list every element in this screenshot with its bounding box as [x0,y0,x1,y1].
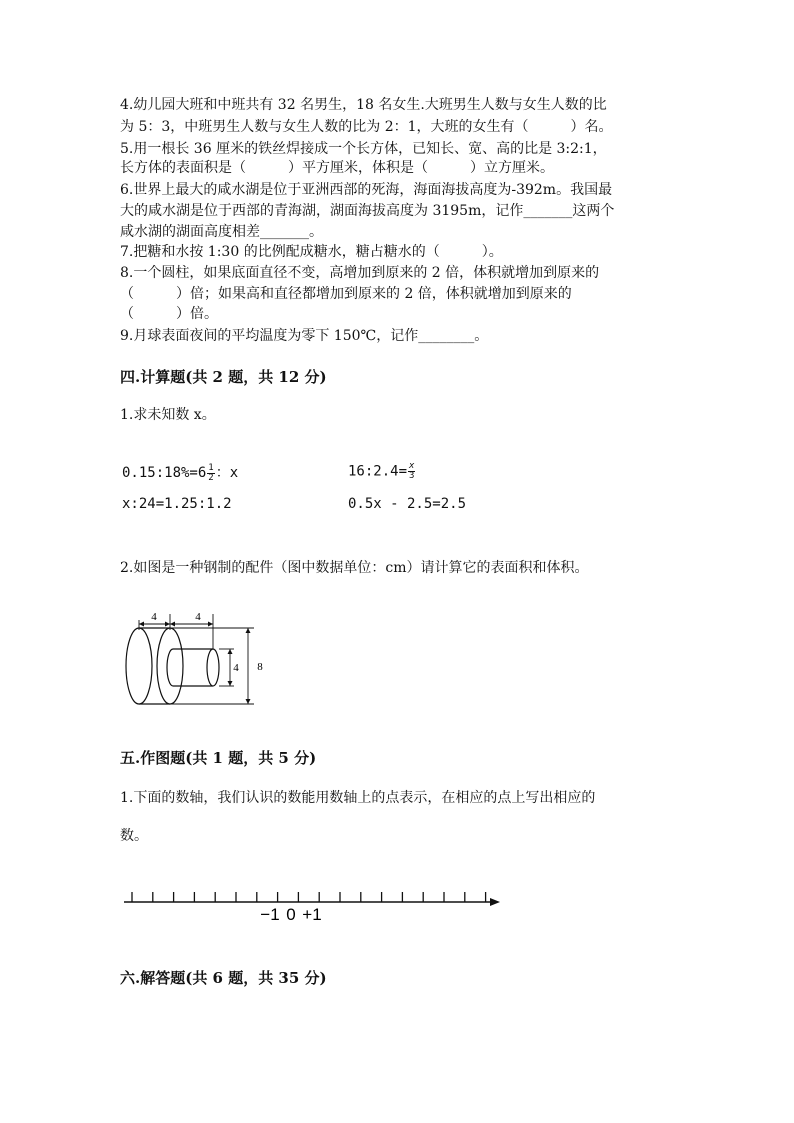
equation-1-right: ：x [215,465,239,481]
question-6-line-1: 6.世界上最大的咸水湖是位于亚洲西部的死海，海面海拔高度为-392m。我国最 [120,182,613,198]
section6-heading: 六.解答题(共 6 题，共 35 分) [120,969,327,987]
section4-question-2: 2.如图是一种钢制的配件（图中数据单位：cm）请计算它的表面积和体积。 [120,560,589,576]
question-8-line-1: 8.一个圆柱，如果底面直径不变，高增加到原来的 2 倍，体积就增加到原来的 [120,265,600,281]
number-line-ticks [132,892,486,902]
question-4-line-1: 4.幼儿园大班和中班共有 32 名男生，18 名女生.大班男生人数与女生人数的比 [120,97,607,113]
dimension-label-top-right: 4 [195,611,201,623]
number-line-label-minus-one: −1 [260,905,280,924]
equation-2-fraction [408,462,415,481]
dimension-label-outer: 8 [257,661,263,673]
dimension-label-top-left: 4 [151,611,157,623]
equation-2 [348,462,416,481]
question-5-line-2: 长方体的表面积是（ ）平方厘米，体积是（ ）立方厘米。 [120,160,554,176]
equation-2-left: 16:2.4= [348,463,408,480]
question-7: 7.把糖和水按 1:30 的比例配成糖水，糖占糖水的（ ）。 [120,244,503,260]
number-line [118,884,508,924]
question-8-line-3: （ ）倍。 [120,306,218,322]
number-line-label-plus-one: +1 [302,905,322,924]
dimension-label-inner: 4 [233,662,239,674]
section4-heading: 四.计算题(共 2 题，共 12 分) [120,368,327,386]
question-6-line-3: 咸水湖的湖面高度相差_______。 [120,224,323,240]
equation-1-left: 0.15:18%=6 [122,465,207,481]
question-9: 9.月球表面夜间的平均温度为零下 150℃，记作________。 [120,328,489,344]
equation-1-fraction [207,464,214,483]
section5-question-1-line-1: 1.下面的数轴，我们认识的数能用数轴上的点表示，在相应的点上写出相应的 [120,790,596,806]
equation-4: 0.5x - 2.5=2.5 [348,496,467,512]
number-line-label-zero: 0 [286,905,296,924]
question-6-line-2: 大的咸水湖是位于西部的青海湖，湖面海拔高度为 3195m，记作_______这两个 [120,203,615,219]
question-8-line-2: （ ）倍；如果高和直径都增加到原来的 2 倍，体积就增加到原来的 [120,286,572,302]
equation-1-fraction-denominator: 2 [208,472,214,483]
section5-question-1-line-2: 数。 [120,828,148,844]
equation-1 [122,462,238,483]
question-4-line-2: 为 5：3，中班男生人数与女生人数的比为 2：1，大班的女生有（ ）名。 [120,119,613,135]
section5-heading: 五.作图题(共 1 题，共 5 分) [120,749,317,767]
section4-question-1: 1.求未知数 x。 [120,407,216,423]
equation-3: x:24=1.25:1.2 [122,496,232,512]
number-line-arrow-icon [490,898,500,906]
equation-2-fraction-numerator: x [409,461,415,471]
question-5-line-1: 5.用一根长 36 厘米的铁丝焊接成一个长方体，已知长、宽、高的比是 3:2:1， [120,141,607,157]
equation-1-fraction-numerator: 1 [208,462,214,473]
steel-part-figure [118,604,278,710]
equation-2-fraction-denominator: 3 [409,471,415,481]
